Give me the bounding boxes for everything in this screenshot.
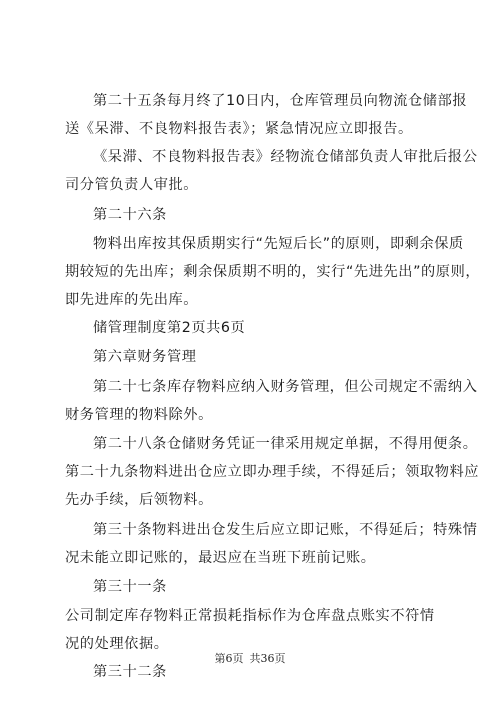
text-line: 第二十五条每月终了10日内，仓库管理员向物流仓储部报: [93, 93, 468, 109]
page-total: 共36页: [249, 652, 286, 665]
text-line: 财务管理的物料除外。: [65, 407, 213, 423]
text-line: 司分管负责人审批。: [65, 177, 199, 193]
text-line: 况的处理依据。: [65, 636, 169, 652]
text-line: 第二十八条仓储财务凭证一律采用规定单据，不得用便条。: [93, 436, 478, 452]
text-line: 送《呆滞、不良物料报告表》；紧急情况应立即报告。: [65, 121, 413, 137]
chapter-heading: 第六章财务管理: [93, 349, 197, 365]
text-line: 公司制定库存物料正常损耗指标作为仓库盘点账实不符情: [65, 608, 435, 624]
text-line: 储管理制度第2页共6页: [93, 320, 246, 336]
text-line: 第二十七条库存物料应纳入财务管理，但公司规定不需纳入: [93, 379, 478, 395]
page-number: 第6页: [214, 652, 244, 665]
text-line: 第三十条物料进出仓发生后应立即记账，不得延后；特殊情: [93, 522, 478, 538]
text-line: 先办手续，后领物料。: [65, 492, 213, 508]
section-heading: 第三十二条: [93, 664, 167, 680]
text-line: 物料出库按其保质期实行“先短后长”的原则，即剩余保质: [93, 236, 464, 252]
section-heading: 第二十六条: [93, 207, 167, 223]
section-heading: 第三十一条: [93, 579, 167, 595]
text-line: 期较短的先出库；剩余保质期不明的，实行“先进先出”的原则，: [65, 264, 481, 280]
text-line: 《呆滞、不良物料报告表》经物流仓储部负责人审批后报公: [93, 149, 478, 165]
page-footer: [0, 652, 500, 666]
text-line: 即先进库的先出库。: [65, 292, 199, 308]
text-line: 第二十九条物料进出仓应立即办理手续，不得延后；领取物料应: [65, 464, 480, 480]
text-line: 况未能立即记账的，最迟应在当班下班前记账。: [65, 550, 376, 566]
